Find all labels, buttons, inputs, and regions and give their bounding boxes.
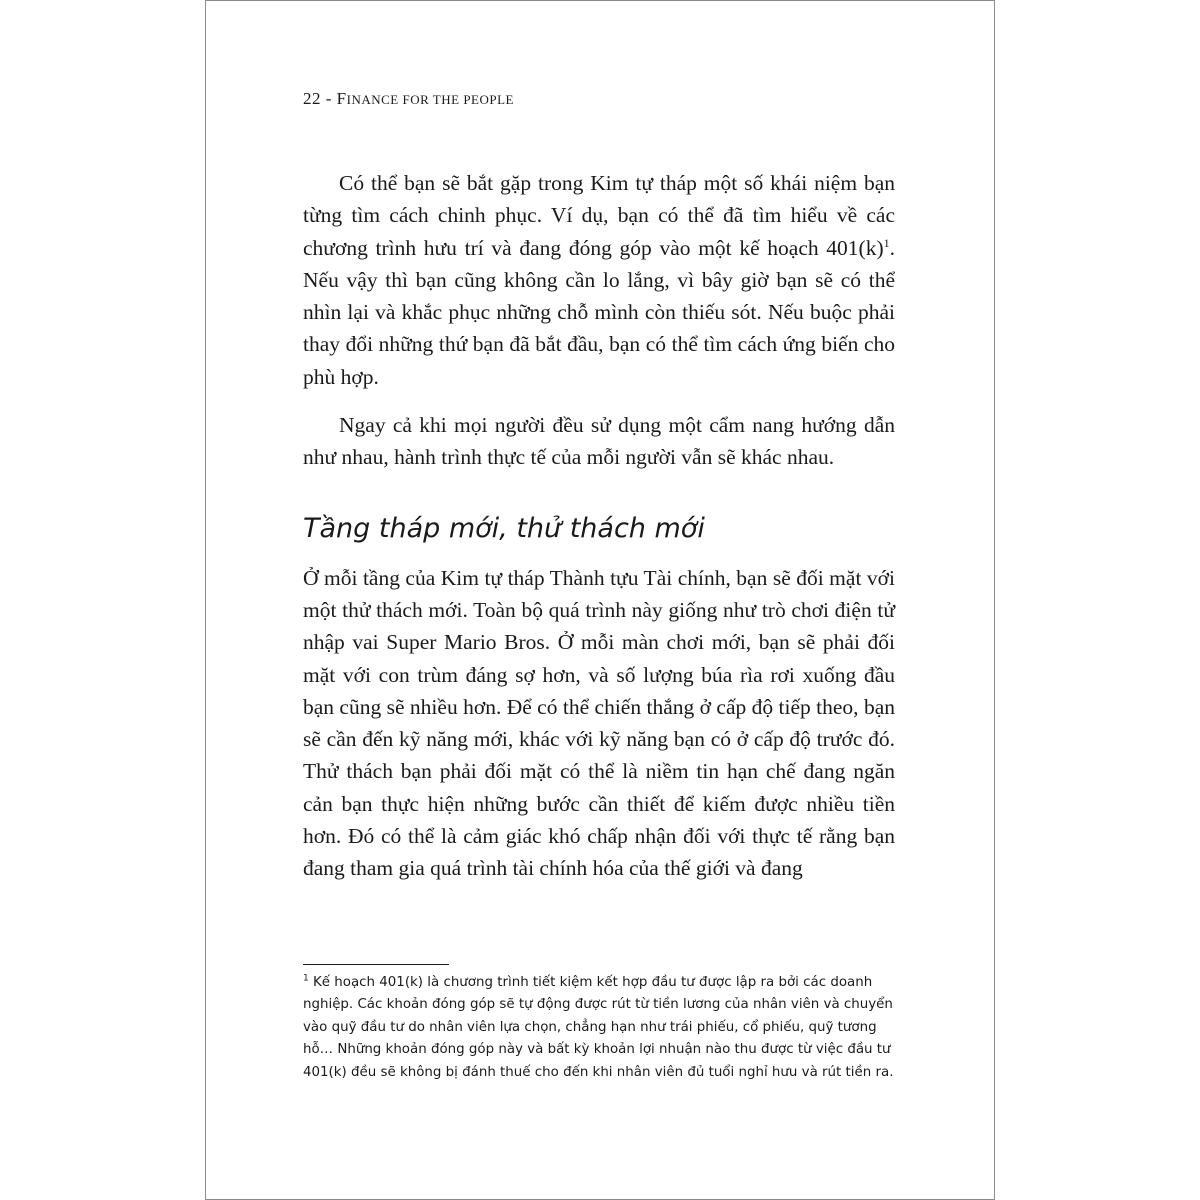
page-number: 22 -: [303, 89, 332, 108]
book-page: [205, 0, 995, 1200]
paragraph-3: Ở mỗi tầng của Kim tự tháp Thành tựu Tài chính, bạn sẽ đối mặt với một thử thách mới. Toàn bộ quá trình này giống như trò chơi điện tử nhập vai Super Mario Bros. Ở mỗi màn chơi mới, bạn sẽ phải đối mặt với con trùm đáng sợ hơn, và số lượng búa rìa rơi xuống đầu bạn cũng sẽ nhiều hơn. Để có thể chiến thắng ở cấp độ tiếp theo, bạn sẽ cần đến kỹ năng mới, khác với kỹ năng bạn có ở cấp độ trước đó. Thử thách bạn phải đối mặt có thể là niềm tin hạn chế đang ngăn cản bạn thực hiện những bước cần thiết để kiếm được nhiều tiền hơn. Đó có thể là cảm giác khó chấp nhận đối với thực tế rằng bạn đang tham gia quá trình tài chính hóa của thế giới và đang: [303, 565, 895, 881]
footnote-divider: [303, 964, 449, 965]
section-heading: Tầng tháp mới, thử thách mới: [303, 512, 705, 544]
paragraph-1-text: Có thể bạn sẽ bắt gặp trong Kim tự tháp một số khái niệm bạn từng tìm cách chinh phục. Ví dụ, bạn có thể đã tìm hiểu về các chương trình hưu trí và đang đóng góp vào một kế hoạch 401(k): [303, 171, 895, 260]
running-header: [303, 89, 514, 109]
footnote-reference: 1: [883, 235, 890, 250]
book-title-initial: F: [336, 89, 347, 108]
book-title: [337, 89, 514, 108]
footnote-marker: 1: [303, 973, 309, 984]
main-text: [303, 167, 895, 885]
paragraph-1: [303, 167, 895, 393]
footnote-text: Kế hoạch 401(k) là chương trình tiết kiệm kết hợp đầu tư được lập ra bởi các doanh nghiệp. Các khoản đóng góp sẽ tự động được rút từ tiền lương của nhân viên và chuyển vào quỹ đầu tư do nhân viên lựa chọn, chẳng hạn như trái phiếu, cổ phiếu, quỹ tương hỗ… Những khoản đóng góp này và bất kỳ khoản lợi nhuận nào thu được từ việc đầu tư 401(k) đều sẽ không bị đánh thuế cho đến khi nhân viên đủ tuổi nghỉ hưu và rút tiền ra.: [303, 975, 894, 1080]
paragraph-2: Ngay cả khi mọi người đều sử dụng một cẩm nang hướng dẫn như nhau, hành trình thực tế của mỗi người vẫn sẽ khác nhau.: [303, 413, 895, 470]
footnote: [303, 972, 897, 1084]
book-title-rest: INANCE FOR THE: [346, 92, 464, 107]
paragraph-1-text-cont: . Nếu vậy thì bạn cũng không cần lo lắng, vì bây giờ bạn sẽ có thể nhìn lại và khắc phục những chỗ mình còn thiếu sót. Nếu buộc phải thay đổi những thứ bạn đã bắt đầu, bạn có thể tìm cách ứng biến cho phù hợp.: [303, 235, 895, 389]
book-title-rest-2: PEOPLE: [463, 92, 514, 107]
